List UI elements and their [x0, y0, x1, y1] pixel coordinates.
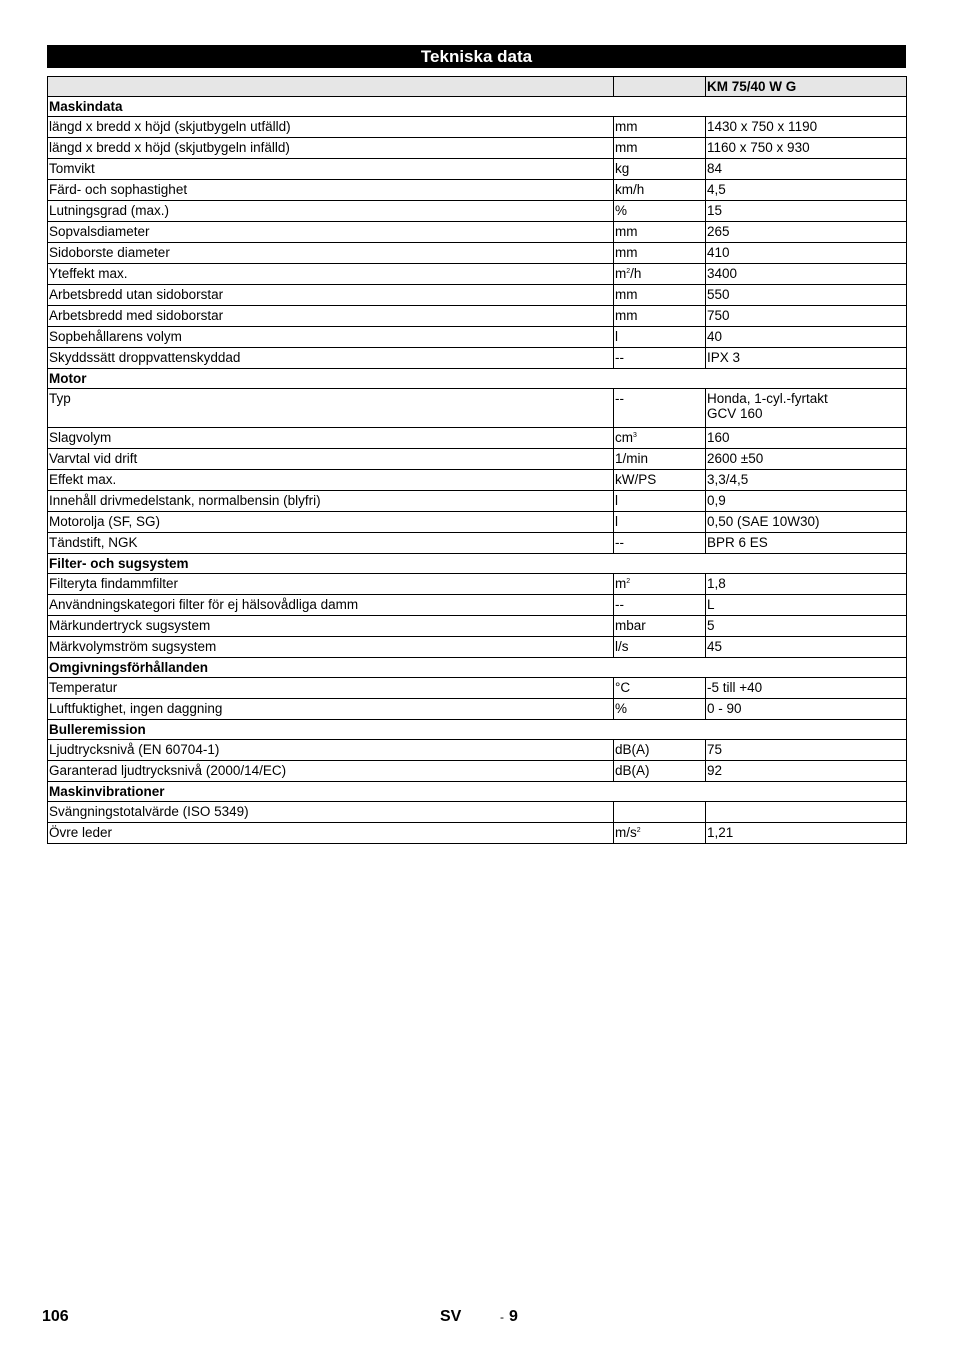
unit-superscript: 2	[636, 827, 641, 834]
unit-text: mm	[615, 140, 638, 155]
value-text: 92	[707, 763, 723, 778]
unit-text: m	[615, 266, 627, 281]
spec-label-cell: Yteffekt max.	[48, 264, 614, 285]
value-text: 1,8	[707, 576, 726, 591]
table-row	[48, 491, 907, 512]
spec-label-cell: Motorolja (SF, SG)	[48, 512, 614, 533]
unit-text: kW/PS	[615, 472, 657, 487]
unit-text: 1/min	[615, 451, 649, 466]
page-title: Tekniska data	[47, 45, 906, 68]
spec-value-cell	[706, 678, 907, 699]
table-row	[48, 327, 907, 348]
spec-label-cell: Varvtal vid drift	[48, 449, 614, 470]
spec-value-cell	[706, 491, 907, 512]
value-text: -5 till +40	[707, 680, 763, 695]
unit-text: dB(A)	[615, 742, 650, 757]
value-text: 1430 x 750 x 1190	[707, 119, 818, 134]
spec-label-cell: Typ	[48, 389, 614, 428]
spec-value-cell	[706, 595, 907, 616]
spec-unit-cell	[614, 678, 706, 699]
spec-label-cell: Garanterad ljudtrycksnivå (2000/14/EC)	[48, 761, 614, 782]
table-row	[48, 699, 907, 720]
unit-text: l	[615, 493, 618, 508]
table-row	[48, 285, 907, 306]
table-row	[48, 201, 907, 222]
spec-label-cell: Slagvolym	[48, 428, 614, 449]
spec-label-cell: Arbetsbredd med sidoborstar	[48, 306, 614, 327]
spec-label-cell: Effekt max.	[48, 470, 614, 491]
value-text: 410	[707, 245, 730, 260]
table-row	[48, 802, 907, 823]
spec-label-cell: längd x bredd x höjd (skjutbygeln infälld)	[48, 138, 614, 159]
header-model-cell: KM 75/40 W G	[706, 77, 907, 97]
value-text: 3400	[707, 266, 738, 281]
value-text: 75	[707, 742, 723, 757]
unit-text: --	[615, 350, 624, 365]
unit-text: cm	[615, 430, 633, 445]
table-row	[48, 117, 907, 138]
section-heading: Omgivningsförhållanden	[48, 658, 907, 678]
spec-value-cell	[706, 470, 907, 491]
spec-unit-cell	[614, 117, 706, 138]
unit-text: l/s	[615, 639, 629, 654]
table-row	[48, 678, 907, 699]
section-heading: Maskinvibrationer	[48, 782, 907, 802]
spec-unit-cell	[614, 699, 706, 720]
section-heading: Bulleremission	[48, 720, 907, 740]
section-row	[48, 97, 907, 117]
unit-text: --	[615, 391, 624, 406]
section-heading: Maskindata	[48, 97, 907, 117]
spec-label-cell: Tomvikt	[48, 159, 614, 180]
spec-unit-cell	[614, 740, 706, 761]
spec-label-cell: Luftfuktighet, ingen daggning	[48, 699, 614, 720]
value-text: Honda, 1-cyl.-fyrtakt	[707, 391, 828, 406]
value-text: BPR 6 ES	[707, 535, 768, 550]
unit-text: kg	[615, 161, 630, 176]
spec-unit-cell	[614, 285, 706, 306]
value-text: 84	[707, 161, 723, 176]
spec-label-cell: Användningskategori filter för ej hälsovådliga damm	[48, 595, 614, 616]
unit-text: mm	[615, 287, 638, 302]
unit-text: mm	[615, 308, 638, 323]
unit-text: %	[615, 203, 628, 218]
unit-text: m	[615, 576, 627, 591]
spec-label-cell: Övre leder	[48, 823, 614, 844]
spec-unit-cell	[614, 201, 706, 222]
spec-value-cell	[706, 699, 907, 720]
table-row	[48, 740, 907, 761]
spec-unit-cell	[614, 243, 706, 264]
section-row	[48, 369, 907, 389]
table-row	[48, 512, 907, 533]
spec-label-cell: Ljudtrycksnivå (EN 60704-1)	[48, 740, 614, 761]
footer-dash: -	[500, 1310, 504, 1324]
spec-value-cell	[706, 117, 907, 138]
spec-unit-cell	[614, 533, 706, 554]
table-row	[48, 138, 907, 159]
spec-label-cell: Sopvalsdiameter	[48, 222, 614, 243]
section-page-number: 9	[509, 1308, 518, 1325]
spec-label-cell: Skyddssätt droppvattenskyddad	[48, 348, 614, 369]
technical-data-table	[47, 76, 907, 844]
section-row	[48, 658, 907, 678]
spec-label-cell: Tändstift, NGK	[48, 533, 614, 554]
value-text: 1160 x 750 x 930	[707, 140, 810, 155]
table-row	[48, 159, 907, 180]
value-text: 3,3/4,5	[707, 472, 749, 487]
unit-text: mbar	[615, 618, 646, 633]
table-row	[48, 761, 907, 782]
spec-label-cell: Färd- och sophastighet	[48, 180, 614, 201]
header-label-cell	[48, 77, 614, 97]
value-text: 45	[707, 639, 723, 654]
spec-unit-cell	[614, 595, 706, 616]
spec-value-cell	[706, 348, 907, 369]
spec-label-cell: Sidoborste diameter	[48, 243, 614, 264]
table-row	[48, 348, 907, 369]
table-row	[48, 306, 907, 327]
spec-value-cell	[706, 180, 907, 201]
table-row	[48, 389, 907, 428]
unit-suffix: /h	[630, 266, 642, 281]
spec-value-cell	[706, 389, 907, 428]
value-text: 15	[707, 203, 723, 218]
spec-label-cell: längd x bredd x höjd (skjutbygeln utfälld)	[48, 117, 614, 138]
value-text: 4,5	[707, 182, 726, 197]
section-heading: Filter- och sugsystem	[48, 554, 907, 574]
spec-unit-cell	[614, 264, 706, 285]
table-row	[48, 595, 907, 616]
spec-label-cell: Sopbehållarens volym	[48, 327, 614, 348]
spec-value-cell	[706, 428, 907, 449]
spec-unit-cell	[614, 222, 706, 243]
unit-text: dB(A)	[615, 763, 650, 778]
section-row	[48, 782, 907, 802]
unit-text: mm	[615, 245, 638, 260]
value-text: 5	[707, 618, 715, 633]
unit-text: %	[615, 701, 628, 716]
spec-unit-cell	[614, 428, 706, 449]
spec-label-cell: Märkvolymström sugsystem	[48, 637, 614, 658]
table-row	[48, 637, 907, 658]
value-text: 0 - 90	[707, 701, 742, 716]
spec-unit-cell	[614, 823, 706, 844]
value-text-line2: GCV 160	[707, 406, 763, 421]
spec-value-cell	[706, 616, 907, 637]
spec-value-cell	[706, 761, 907, 782]
spec-value-cell	[706, 138, 907, 159]
spec-unit-cell	[614, 159, 706, 180]
table-row	[48, 243, 907, 264]
spec-unit-cell	[614, 512, 706, 533]
spec-value-cell	[706, 823, 907, 844]
table-header-row	[48, 77, 907, 97]
unit-text: l	[615, 329, 618, 344]
value-text: 1,21	[707, 825, 734, 840]
spec-unit-cell	[614, 802, 706, 823]
header-unit-cell	[614, 77, 706, 97]
spec-label-cell: Filteryta findammfilter	[48, 574, 614, 595]
spec-value-cell	[706, 264, 907, 285]
spec-unit-cell	[614, 761, 706, 782]
spec-label-cell: Lutningsgrad (max.)	[48, 201, 614, 222]
spec-unit-cell	[614, 306, 706, 327]
value-text: 40	[707, 329, 723, 344]
unit-text: km/h	[615, 182, 645, 197]
spec-label-cell: Innehåll drivmedelstank, normalbensin (blyfri)	[48, 491, 614, 512]
section-row	[48, 720, 907, 740]
unit-text: l	[615, 514, 618, 529]
table-row	[48, 180, 907, 201]
value-text: 265	[707, 224, 730, 239]
spec-unit-cell	[614, 574, 706, 595]
value-text: 750	[707, 308, 730, 323]
value-text: 2600 ±50	[707, 451, 764, 466]
spec-value-cell	[706, 159, 907, 180]
spec-unit-cell	[614, 491, 706, 512]
spec-unit-cell	[614, 327, 706, 348]
unit-text: mm	[615, 224, 638, 239]
value-text: L	[707, 597, 715, 612]
table-row	[48, 823, 907, 844]
value-text: 550	[707, 287, 730, 302]
value-text: 0,50 (SAE 10W30)	[707, 514, 820, 529]
spec-value-cell	[706, 802, 907, 823]
spec-value-cell	[706, 740, 907, 761]
spec-unit-cell	[614, 637, 706, 658]
table-row	[48, 470, 907, 491]
spec-value-cell	[706, 574, 907, 595]
spec-label-cell: Märkundertryck sugsystem	[48, 616, 614, 637]
table-row	[48, 264, 907, 285]
language-code: SV	[440, 1308, 462, 1325]
spec-value-cell	[706, 637, 907, 658]
table-row	[48, 449, 907, 470]
unit-text: --	[615, 597, 624, 612]
spec-unit-cell	[614, 180, 706, 201]
unit-superscript: 3	[633, 432, 637, 439]
unit-text: mm	[615, 119, 638, 134]
section-heading: Motor	[48, 369, 907, 389]
spec-value-cell	[706, 512, 907, 533]
unit-superscript: 2	[626, 268, 631, 275]
spec-label-cell: Temperatur	[48, 678, 614, 699]
technical-data-body	[48, 77, 907, 844]
value-text: 0,9	[707, 493, 726, 508]
unit-text: --	[615, 535, 624, 550]
spec-value-cell	[706, 306, 907, 327]
unit-text: °C	[615, 680, 631, 695]
table-row	[48, 616, 907, 637]
spec-label-cell: Arbetsbredd utan sidoborstar	[48, 285, 614, 306]
spec-value-cell	[706, 222, 907, 243]
unit-text: m/s	[615, 825, 637, 840]
spec-unit-cell	[614, 616, 706, 637]
spec-value-cell	[706, 243, 907, 264]
spec-label-cell: Svängningstotalvärde (ISO 5349)	[48, 802, 614, 823]
spec-unit-cell	[614, 138, 706, 159]
spec-value-cell	[706, 327, 907, 348]
table-row	[48, 428, 907, 449]
spec-value-cell	[706, 449, 907, 470]
spec-value-cell	[706, 285, 907, 306]
value-text: 160	[707, 430, 730, 445]
table-row	[48, 533, 907, 554]
spec-unit-cell	[614, 470, 706, 491]
spec-value-cell	[706, 201, 907, 222]
value-text: IPX 3	[707, 350, 741, 365]
page-number: 106	[42, 1308, 69, 1325]
spec-unit-cell	[614, 389, 706, 428]
section-row	[48, 554, 907, 574]
unit-superscript: 2	[626, 578, 631, 585]
spec-value-cell	[706, 533, 907, 554]
spec-unit-cell	[614, 449, 706, 470]
table-row	[48, 574, 907, 595]
spec-unit-cell	[614, 348, 706, 369]
table-row	[48, 222, 907, 243]
